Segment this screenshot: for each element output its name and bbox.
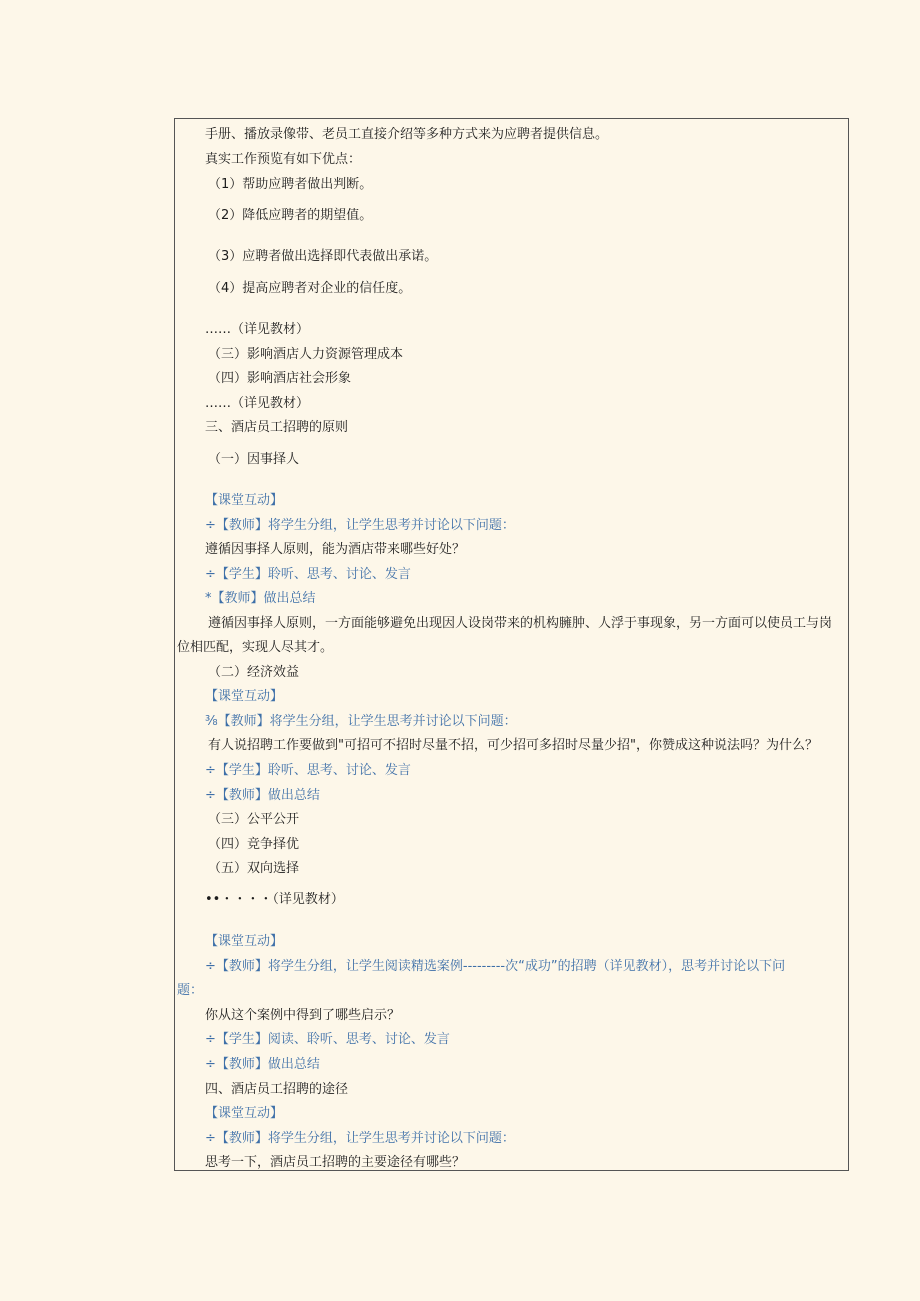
teacher-line: ⅜【教师】将学生分组，让学生思考并讨论以下问题：: [205, 714, 517, 729]
section-heading: （五）双向选择: [208, 861, 300, 876]
question-line: 有人说招聘工作要做到"可招可不招时尽量不招，可少招可多招时尽量少招"，你赞成这种说法吗？为什么？: [208, 738, 818, 753]
section-heading: 三、酒店员工招聘的原则: [205, 420, 349, 435]
section-heading: （一）因事择人: [208, 452, 300, 467]
question-line: 思考一下，酒店员工招聘的主要途径有哪些？: [205, 1155, 466, 1170]
interaction-heading: 【课堂互动】: [205, 1106, 284, 1121]
text-line: ……（详见教材）: [205, 396, 310, 411]
teacher-line: ÷【教师】做出总结: [205, 1057, 320, 1072]
interaction-heading: 【课堂互动】: [205, 934, 284, 949]
section-heading: （三）公平公开: [208, 812, 300, 827]
teacher-line: *【教师】做出总结: [205, 591, 316, 606]
section-heading: 四、酒店员工招聘的途径: [205, 1082, 349, 1097]
student-line: ÷【学生】聆听、思考、讨论、发言: [205, 763, 411, 778]
text-line: 遵循因事择人原则，一方面能够避免出现因人设岗带来的机构臃肿、人浮于事现象，另一方面可以使员工与岗: [208, 616, 833, 631]
student-line: ÷【学生】聆听、思考、讨论、发言: [205, 567, 411, 582]
text-line: ••・・・・（详见教材）: [205, 892, 344, 907]
text-line: 位相匹配，实现人尽其才。: [177, 640, 334, 655]
list-item: （1）帮助应聘者做出判断。: [208, 177, 373, 192]
list-item: （3）应聘者做出选择即代表做出承诺。: [208, 249, 438, 264]
teacher-line: ÷【教师】将学生分组，让学生思考并讨论以下问题：: [205, 518, 515, 533]
section-heading: （四）竞争择优: [208, 837, 300, 852]
interaction-heading: 【课堂互动】: [205, 493, 284, 508]
teacher-line: ÷【教师】将学生分组，让学生阅读精选案例---------次“成功”的招聘（详见教材），思考并讨论以下问: [205, 959, 786, 974]
section-heading: （三）影响酒店人力资源管理成本: [208, 347, 404, 362]
text-line: 真实工作预览有如下优点：: [205, 152, 362, 167]
teacher-line: 题：: [177, 983, 204, 998]
section-heading: （四）影响酒店社会形象: [208, 371, 352, 386]
interaction-heading: 【课堂互动】: [205, 689, 284, 704]
list-item: （2）降低应聘者的期望值。: [208, 208, 373, 223]
student-line: ÷【学生】阅读、聆听、思考、讨论、发言: [205, 1032, 450, 1047]
list-item: （4）提高应聘者对企业的信任度。: [208, 281, 412, 296]
section-heading: （二）经济效益: [208, 665, 300, 680]
text-line: ……（详见教材）: [205, 322, 310, 337]
text-line: 手册、播放录像带、老员工直接介绍等多种方式来为应聘者提供信息。: [205, 127, 609, 142]
teacher-line: ÷【教师】做出总结: [205, 788, 320, 803]
question-line: 你从这个案例中得到了哪些启示？: [205, 1008, 401, 1023]
question-line: 遵循因事择人原则，能为酒店带来哪些好处？: [205, 542, 466, 557]
teacher-line: ÷【教师】将学生分组，让学生思考并讨论以下问题：: [205, 1131, 515, 1146]
